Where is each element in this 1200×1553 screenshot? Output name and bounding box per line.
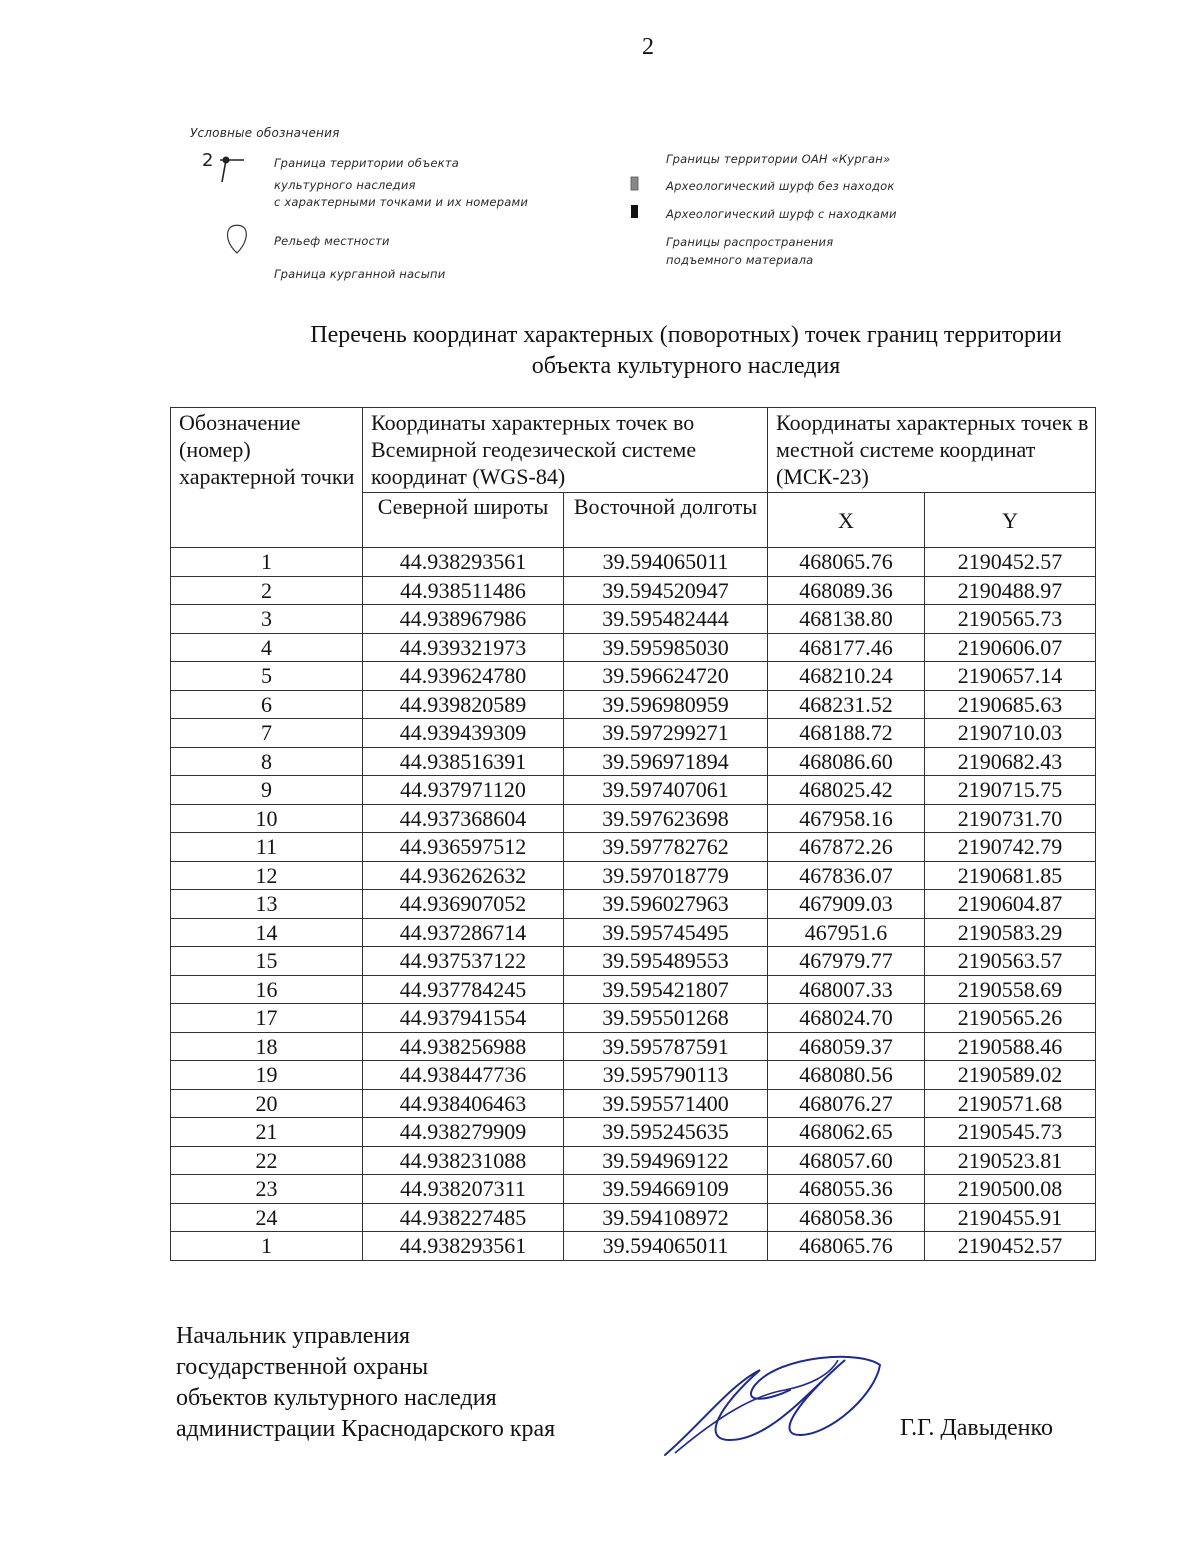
latitude-cell: 44.938406463 xyxy=(363,1089,564,1118)
latitude-cell: 44.937368604 xyxy=(363,804,564,833)
longitude-cell: 39.595745495 xyxy=(564,918,768,947)
y-coord-cell: 2190565.73 xyxy=(925,605,1096,634)
x-coord-cell: 468188.72 xyxy=(768,719,925,748)
signatory-line-3: объектов культурного наследия xyxy=(176,1385,497,1411)
x-coord-cell: 468138.80 xyxy=(768,605,925,634)
latitude-cell: 44.938967986 xyxy=(363,605,564,634)
longitude-cell: 39.597782762 xyxy=(564,833,768,862)
x-coord-cell: 467958.16 xyxy=(768,804,925,833)
point-number-cell: 18 xyxy=(171,1032,363,1061)
latitude-cell: 44.936597512 xyxy=(363,833,564,862)
boundary-point-number: 2 xyxy=(202,150,214,171)
point-number-cell: 15 xyxy=(171,947,363,976)
boundary-point-icon xyxy=(200,146,246,186)
legend-material-line-2: подъемного материала xyxy=(666,253,814,267)
x-coord-cell: 468059.37 xyxy=(768,1032,925,1061)
latitude-cell: 44.937971120 xyxy=(363,776,564,805)
table-row xyxy=(171,890,1096,919)
heading-line-1: Перечень координат характерных (поворотных) точек границ территории xyxy=(310,322,1062,348)
latitude-cell: 44.938511486 xyxy=(363,576,564,605)
latitude-cell: 44.936262632 xyxy=(363,861,564,890)
table-row xyxy=(171,690,1096,719)
handwritten-signature xyxy=(660,1345,890,1460)
table-row xyxy=(171,747,1096,776)
longitude-cell: 39.594969122 xyxy=(564,1146,768,1175)
table-row xyxy=(171,804,1096,833)
signatory-line-2: государственной охраны xyxy=(176,1354,429,1380)
table-row xyxy=(171,833,1096,862)
y-coord-cell: 2190523.81 xyxy=(925,1146,1096,1175)
legend-pit-with-finds: Археологический шурф с находками xyxy=(666,207,897,221)
table-row xyxy=(171,1146,1096,1175)
x-coord-cell: 468065.76 xyxy=(768,548,925,577)
point-number-cell: 5 xyxy=(171,662,363,691)
latitude-cell: 44.937286714 xyxy=(363,918,564,947)
point-number-cell: 3 xyxy=(171,605,363,634)
point-number-cell: 16 xyxy=(171,975,363,1004)
point-number-cell: 12 xyxy=(171,861,363,890)
longitude-cell: 39.594065011 xyxy=(564,1232,768,1261)
point-number-cell: 6 xyxy=(171,690,363,719)
longitude-cell: 39.595790113 xyxy=(564,1061,768,1090)
signer-name: Г.Г. Давыденко xyxy=(900,1415,1053,1441)
legend xyxy=(0,0,1200,300)
table-row xyxy=(171,1061,1096,1090)
x-coord-cell: 468065.76 xyxy=(768,1232,925,1261)
point-number-cell: 13 xyxy=(171,890,363,919)
table-row xyxy=(171,605,1096,634)
table-row xyxy=(171,1118,1096,1147)
y-coord-cell: 2190500.08 xyxy=(925,1175,1096,1204)
y-coord-cell: 2190589.02 xyxy=(925,1061,1096,1090)
x-coord-cell: 468089.36 xyxy=(768,576,925,605)
latitude-cell: 44.938293561 xyxy=(363,1232,564,1261)
point-number-cell: 11 xyxy=(171,833,363,862)
longitude-cell: 39.594065011 xyxy=(564,548,768,577)
longitude-cell: 39.596624720 xyxy=(564,662,768,691)
y-coord-cell: 2190583.29 xyxy=(925,918,1096,947)
point-number-cell: 17 xyxy=(171,1004,363,1033)
legend-material-line-1: Границы распространения xyxy=(666,235,834,249)
x-coord-cell: 468058.36 xyxy=(768,1203,925,1232)
latitude-cell: 44.938207311 xyxy=(363,1175,564,1204)
y-coord-cell: 2190657.14 xyxy=(925,662,1096,691)
point-number-cell: 21 xyxy=(171,1118,363,1147)
x-coord-cell: 468007.33 xyxy=(768,975,925,1004)
heading-line-2: объекта культурного наследия xyxy=(531,353,841,379)
signatory-position xyxy=(176,1321,555,1445)
latitude-cell: 44.939439309 xyxy=(363,719,564,748)
x-coord-cell: 467836.07 xyxy=(768,861,925,890)
y-coord-cell: 2190604.87 xyxy=(925,890,1096,919)
longitude-cell: 39.594669109 xyxy=(564,1175,768,1204)
table-row xyxy=(171,1032,1096,1061)
header-x: X xyxy=(768,493,925,548)
y-coord-cell: 2190571.68 xyxy=(925,1089,1096,1118)
legend-relief: Рельеф местности xyxy=(274,234,390,248)
latitude-cell: 44.938279909 xyxy=(363,1118,564,1147)
longitude-cell: 39.594520947 xyxy=(564,576,768,605)
point-number-cell: 22 xyxy=(171,1146,363,1175)
table-row xyxy=(171,719,1096,748)
point-number-cell: 23 xyxy=(171,1175,363,1204)
latitude-cell: 44.938227485 xyxy=(363,1203,564,1232)
page-number: 2 xyxy=(642,34,654,60)
point-number-cell: 20 xyxy=(171,1089,363,1118)
table-row xyxy=(171,1232,1096,1261)
longitude-cell: 39.597407061 xyxy=(564,776,768,805)
y-coord-cell: 2190731.70 xyxy=(925,804,1096,833)
longitude-cell: 39.597623698 xyxy=(564,804,768,833)
header-wgs: Координаты характерных точек во Всемирной геодезической системе координат (WGS-84) xyxy=(363,408,768,493)
latitude-cell: 44.937537122 xyxy=(363,947,564,976)
longitude-cell: 39.595571400 xyxy=(564,1089,768,1118)
signatory-line-1: Начальник управления xyxy=(176,1323,411,1349)
y-coord-cell: 2190452.57 xyxy=(925,1232,1096,1261)
point-number-cell: 24 xyxy=(171,1203,363,1232)
x-coord-cell: 468080.56 xyxy=(768,1061,925,1090)
table-row xyxy=(171,1203,1096,1232)
x-coord-cell: 468055.36 xyxy=(768,1175,925,1204)
latitude-cell: 44.938231088 xyxy=(363,1146,564,1175)
point-number-cell: 4 xyxy=(171,633,363,662)
x-coord-cell: 468024.70 xyxy=(768,1004,925,1033)
header-latitude: Северной широты xyxy=(363,493,564,548)
y-coord-cell: 2190682.43 xyxy=(925,747,1096,776)
x-coord-cell: 468025.42 xyxy=(768,776,925,805)
table-row xyxy=(171,947,1096,976)
x-coord-cell: 468210.24 xyxy=(768,662,925,691)
x-coord-cell: 467951.6 xyxy=(768,918,925,947)
point-number-cell: 9 xyxy=(171,776,363,805)
longitude-cell: 39.595501268 xyxy=(564,1004,768,1033)
header-longitude: Восточной долготы xyxy=(564,493,768,548)
y-coord-cell: 2190588.46 xyxy=(925,1032,1096,1061)
table-row xyxy=(171,633,1096,662)
latitude-cell: 44.939624780 xyxy=(363,662,564,691)
latitude-cell: 44.937941554 xyxy=(363,1004,564,1033)
y-coord-cell: 2190565.26 xyxy=(925,1004,1096,1033)
longitude-cell: 39.595245635 xyxy=(564,1118,768,1147)
table-row xyxy=(171,861,1096,890)
y-coord-cell: 2190715.75 xyxy=(925,776,1096,805)
y-coord-cell: 2190455.91 xyxy=(925,1203,1096,1232)
y-coord-cell: 2190558.69 xyxy=(925,975,1096,1004)
x-coord-cell: 468057.60 xyxy=(768,1146,925,1175)
longitude-cell: 39.595985030 xyxy=(564,633,768,662)
signatory-line-4: администрации Краснодарского края xyxy=(176,1416,556,1442)
latitude-cell: 44.939820589 xyxy=(363,690,564,719)
y-coord-cell: 2190606.07 xyxy=(925,633,1096,662)
y-coord-cell: 2190710.03 xyxy=(925,719,1096,748)
table-row xyxy=(171,776,1096,805)
longitude-cell: 39.596980959 xyxy=(564,690,768,719)
x-coord-cell: 468177.46 xyxy=(768,633,925,662)
legend-boundary-line-3: с характерными точками и их номерами xyxy=(274,195,528,209)
table-body xyxy=(171,548,1096,1261)
longitude-cell: 39.595421807 xyxy=(564,975,768,1004)
coordinates-table xyxy=(170,407,1096,1261)
legend-mound-boundary: Граница курганной насыпи xyxy=(274,267,446,281)
header-msk: Координаты характерных точек в местной системе координат (МСК-23) xyxy=(768,408,1096,493)
latitude-cell: 44.939321973 xyxy=(363,633,564,662)
point-number-cell: 7 xyxy=(171,719,363,748)
header-y: Y xyxy=(925,493,1096,548)
table-row xyxy=(171,1004,1096,1033)
longitude-cell: 39.597299271 xyxy=(564,719,768,748)
longitude-cell: 39.594108972 xyxy=(564,1203,768,1232)
x-coord-cell: 468086.60 xyxy=(768,747,925,776)
longitude-cell: 39.596027963 xyxy=(564,890,768,919)
table-row xyxy=(171,975,1096,1004)
table-row xyxy=(171,576,1096,605)
black-pit-icon xyxy=(630,204,640,220)
list-heading xyxy=(150,320,1200,382)
point-number-cell: 10 xyxy=(171,804,363,833)
longitude-cell: 39.597018779 xyxy=(564,861,768,890)
y-coord-cell: 2190563.57 xyxy=(925,947,1096,976)
table-row xyxy=(171,662,1096,691)
y-coord-cell: 2190488.97 xyxy=(925,576,1096,605)
latitude-cell: 44.938516391 xyxy=(363,747,564,776)
latitude-cell: 44.936907052 xyxy=(363,890,564,919)
point-number-cell: 14 xyxy=(171,918,363,947)
legend-boundary-line-2: культурного наследия xyxy=(274,178,416,192)
table-row xyxy=(171,1175,1096,1204)
x-coord-cell: 467979.77 xyxy=(768,947,925,976)
y-coord-cell: 2190681.85 xyxy=(925,861,1096,890)
header-designation: Обозначение (номер) характерной точки xyxy=(171,408,363,548)
legend-pit-no-finds: Археологический шурф без находок xyxy=(666,179,895,193)
latitude-cell: 44.938256988 xyxy=(363,1032,564,1061)
point-number-cell: 1 xyxy=(171,548,363,577)
x-coord-cell: 468231.52 xyxy=(768,690,925,719)
latitude-cell: 44.938447736 xyxy=(363,1061,564,1090)
x-coord-cell: 468076.27 xyxy=(768,1089,925,1118)
x-coord-cell: 467872.26 xyxy=(768,833,925,862)
longitude-cell: 39.596971894 xyxy=(564,747,768,776)
y-coord-cell: 2190742.79 xyxy=(925,833,1096,862)
y-coord-cell: 2190685.63 xyxy=(925,690,1096,719)
latitude-cell: 44.938293561 xyxy=(363,548,564,577)
legend-oan-boundary: Границы территории ОАН «Курган» xyxy=(666,152,891,166)
relief-contour-icon xyxy=(222,222,252,256)
table-row xyxy=(171,918,1096,947)
x-coord-cell: 467909.03 xyxy=(768,890,925,919)
latitude-cell: 44.937784245 xyxy=(363,975,564,1004)
point-number-cell: 19 xyxy=(171,1061,363,1090)
table-row xyxy=(171,1089,1096,1118)
longitude-cell: 39.595482444 xyxy=(564,605,768,634)
point-number-cell: 8 xyxy=(171,747,363,776)
longitude-cell: 39.595489553 xyxy=(564,947,768,976)
legend-title: Условные обозначения xyxy=(190,126,340,140)
y-coord-cell: 2190452.57 xyxy=(925,548,1096,577)
grey-pit-icon xyxy=(630,176,640,192)
x-coord-cell: 468062.65 xyxy=(768,1118,925,1147)
point-number-cell: 1 xyxy=(171,1232,363,1261)
legend-boundary-line-1: Граница территории объекта xyxy=(274,156,459,170)
point-number-cell: 2 xyxy=(171,576,363,605)
table-row xyxy=(171,548,1096,577)
y-coord-cell: 2190545.73 xyxy=(925,1118,1096,1147)
longitude-cell: 39.595787591 xyxy=(564,1032,768,1061)
